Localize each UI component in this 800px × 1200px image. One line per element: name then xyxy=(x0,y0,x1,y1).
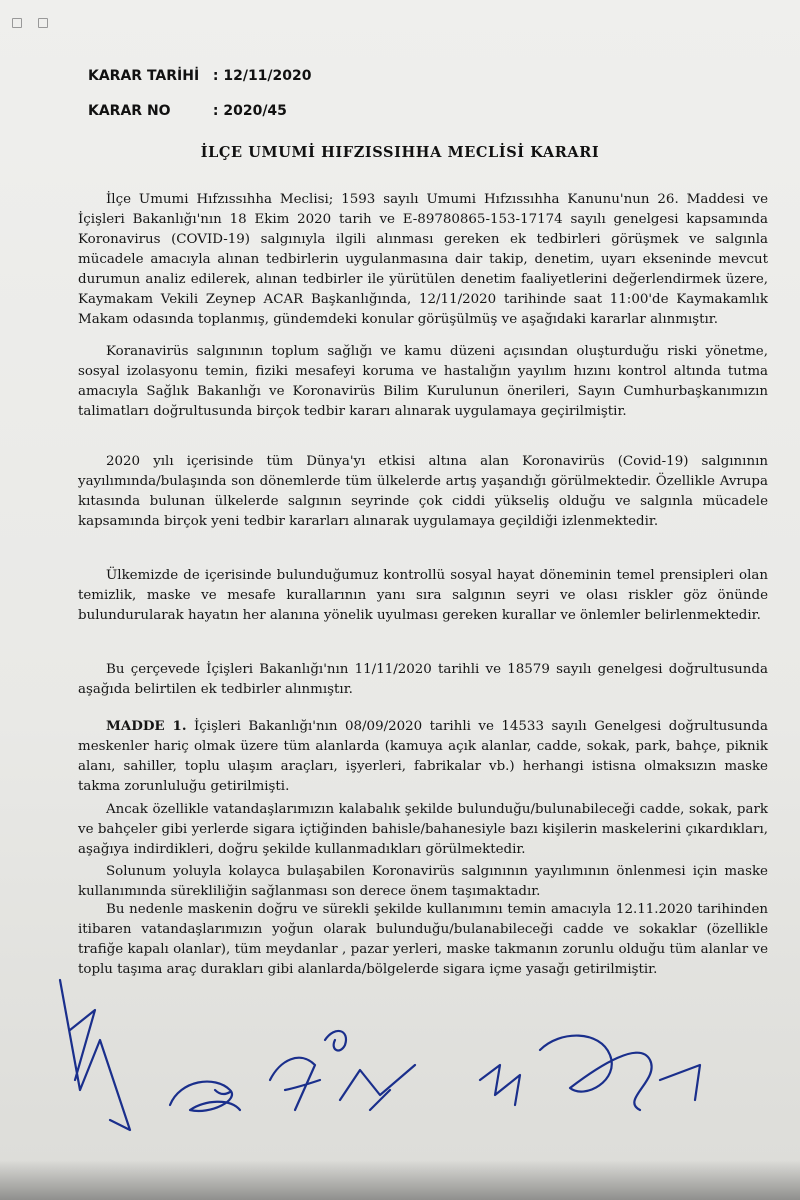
karar-no-label: KARAR NO xyxy=(88,103,171,119)
madde-1 xyxy=(78,716,768,797)
paragraph-1: İlçe Umumi Hıfzıssıhha Meclisi; 1593 sayılı Umumi Hıfzıssıhha Kanunu'nun 26. Maddesi ve İçişleri Bakanlığı'nın 18 Ekim 2020 tarih ve E-89780865-153-17174 sayılı genelgesi kapsamında Koronavirus (COVID-19) salgınıyla ilgili alınması gereken ek tedbirleri görüşmek ve salgınla mücadele amacıyla alınan tedbirlerin uygulanmasına dair takip, denetim, uyarı ekseninde mevcut durumun analiz edilerek, alınan tedbirler ile yürütülen denetim faaliyetlerini değerlendirmek üzere, Kaymakam Vekili Zeynep ACAR Başkanlığında, 12/11/2020 tarihinde saat 11:00'de Kaymakamlık Makam odasında toplanmış, gündemdeki konular görüşülmüş ve aşağıdaki kararlar alınmıştır. xyxy=(78,192,768,327)
karar-tarihi-value: : 12/11/2020 xyxy=(212,68,312,84)
paragraph-2: Koranavirüs salgınının toplum sağlığı ve kamu düzeni açısından oluşturduğu riski yönetme, sosyal izolasyonu temin, fiziki mesafeyi koruma ve hastalığın yayılım hızını kontrol altında tutma amacıyla Sağlık Bakanlığı ve Koronavirüs Bilim Kurulunun önerileri, Sayın Cumhurbaşkanımızın talimatları doğrultusunda birçok tedbir kararı alınarak uygulamaya geçirilmiştir. xyxy=(78,344,768,419)
signature-1 xyxy=(60,980,130,1130)
signature-5 xyxy=(480,1036,700,1110)
madde-text: İçişleri Bakanlığı'nın 08/09/2020 tarihli ve 14533 sayılı Genelgesi doğrultusunda meskenler hariç olmak üzere tüm alanlarda (kamuya açık alanlar, cadde, sokak, park, bahçe, piknik alanı, sahiller, toplu ulaşım araçları, işyerleri, fabrikalar vb.) herhangi istisna olmaksızın maske takma zorunluluğu getirilmişti. xyxy=(78,719,768,794)
signature-3 xyxy=(270,1031,346,1110)
signatures xyxy=(40,970,780,1170)
document-title: İLÇE UMUMİ HIFZISSIHHA MECLİSİ KARARI xyxy=(200,144,600,161)
paragraph-4: Ülkemizde de içerisinde bulunduğumuz kontrollü sosyal hayat döneminin temel prensipleri olan temizlik, maske ve mesafe kurallarının yanı sıra salgının seyri ve olası riskler göz önünde bulundurularak hayatın her alanına yönelik uyulması gereken kurallar ve önlemler belirlenmektedir. xyxy=(78,568,768,623)
madde-label: MADDE 1. xyxy=(106,718,187,734)
page-shadow xyxy=(0,1160,800,1200)
signature-4 xyxy=(340,1065,415,1110)
madde-1-sub-2: Solunum yoluyla kolayca bulaşabilen Koronavirüs salgınının yayılımının önlenmesi için maske kullanımında sürekliliğin sağlanması son derece önem taşımaktadır. xyxy=(78,864,768,899)
karar-tarihi-label: KARAR TARİHİ xyxy=(88,68,200,84)
madde-1-sub-1: Ancak özellikle vatandaşlarımızın kalabalık şekilde bulunduğu/bulunabileceği cadde, sokak, park ve bahçeler gibi yerlerde sigara içtiğinden bahisle/bahanesiyle bazı kişilerin maskelerini çıkardıkları, aşağıya indirdikleri, doğru şekilde kullanmadıkları görülmektedir. xyxy=(78,802,768,857)
karar-no-value: : 2020/45 xyxy=(212,103,287,119)
paragraph-3: 2020 yılı içerisinde tüm Dünya'yı etkisi altına alan Koronavirüs (Covid-19) salgınının yayılımında/bulaşında son dönemlerde tüm ülkelerde artış yaşandığı görülmektedir. Özellikle Avrupa kıtasında bulunan ülkelerde salgının seyrinde çok ciddi yükseliş olduğu ve salgınla mücadele kapsamında birçok yeni tedbir kararları alınarak uygulamaya geçildiği izlenmektedir. xyxy=(78,454,768,529)
karar-no-row xyxy=(88,103,287,119)
madde-1-sub-3: Bu nedenle maskenin doğru ve sürekli şekilde kullanımını temin amacıyla 12.11.2020 tarihinden itibaren vatandaşlarımızın yoğun olarak bulunduğu/bulanabileceği cadde ve sokaklar (özellikle trafiğe kapalı olanlar), tüm meydanlar , pazar yerleri, maske takmanın zorunlu olduğu tüm alanlar ve toplu taşıma araç durakları gibi alanlarda/bölgelerde sigara içme yasağı getirilmiştir. xyxy=(78,902,768,977)
paragraph-5: Bu çerçevede İçişleri Bakanlığı'nın 11/11/2020 tarihli ve 18579 sayılı genelgesi doğrultusunda aşağıda belirtilen ek tedbirler alınmıştır. xyxy=(78,662,768,697)
signature-2 xyxy=(170,1082,240,1111)
karar-tarihi-row xyxy=(88,68,312,84)
corner-mark xyxy=(12,18,22,28)
corner-mark xyxy=(38,18,48,28)
